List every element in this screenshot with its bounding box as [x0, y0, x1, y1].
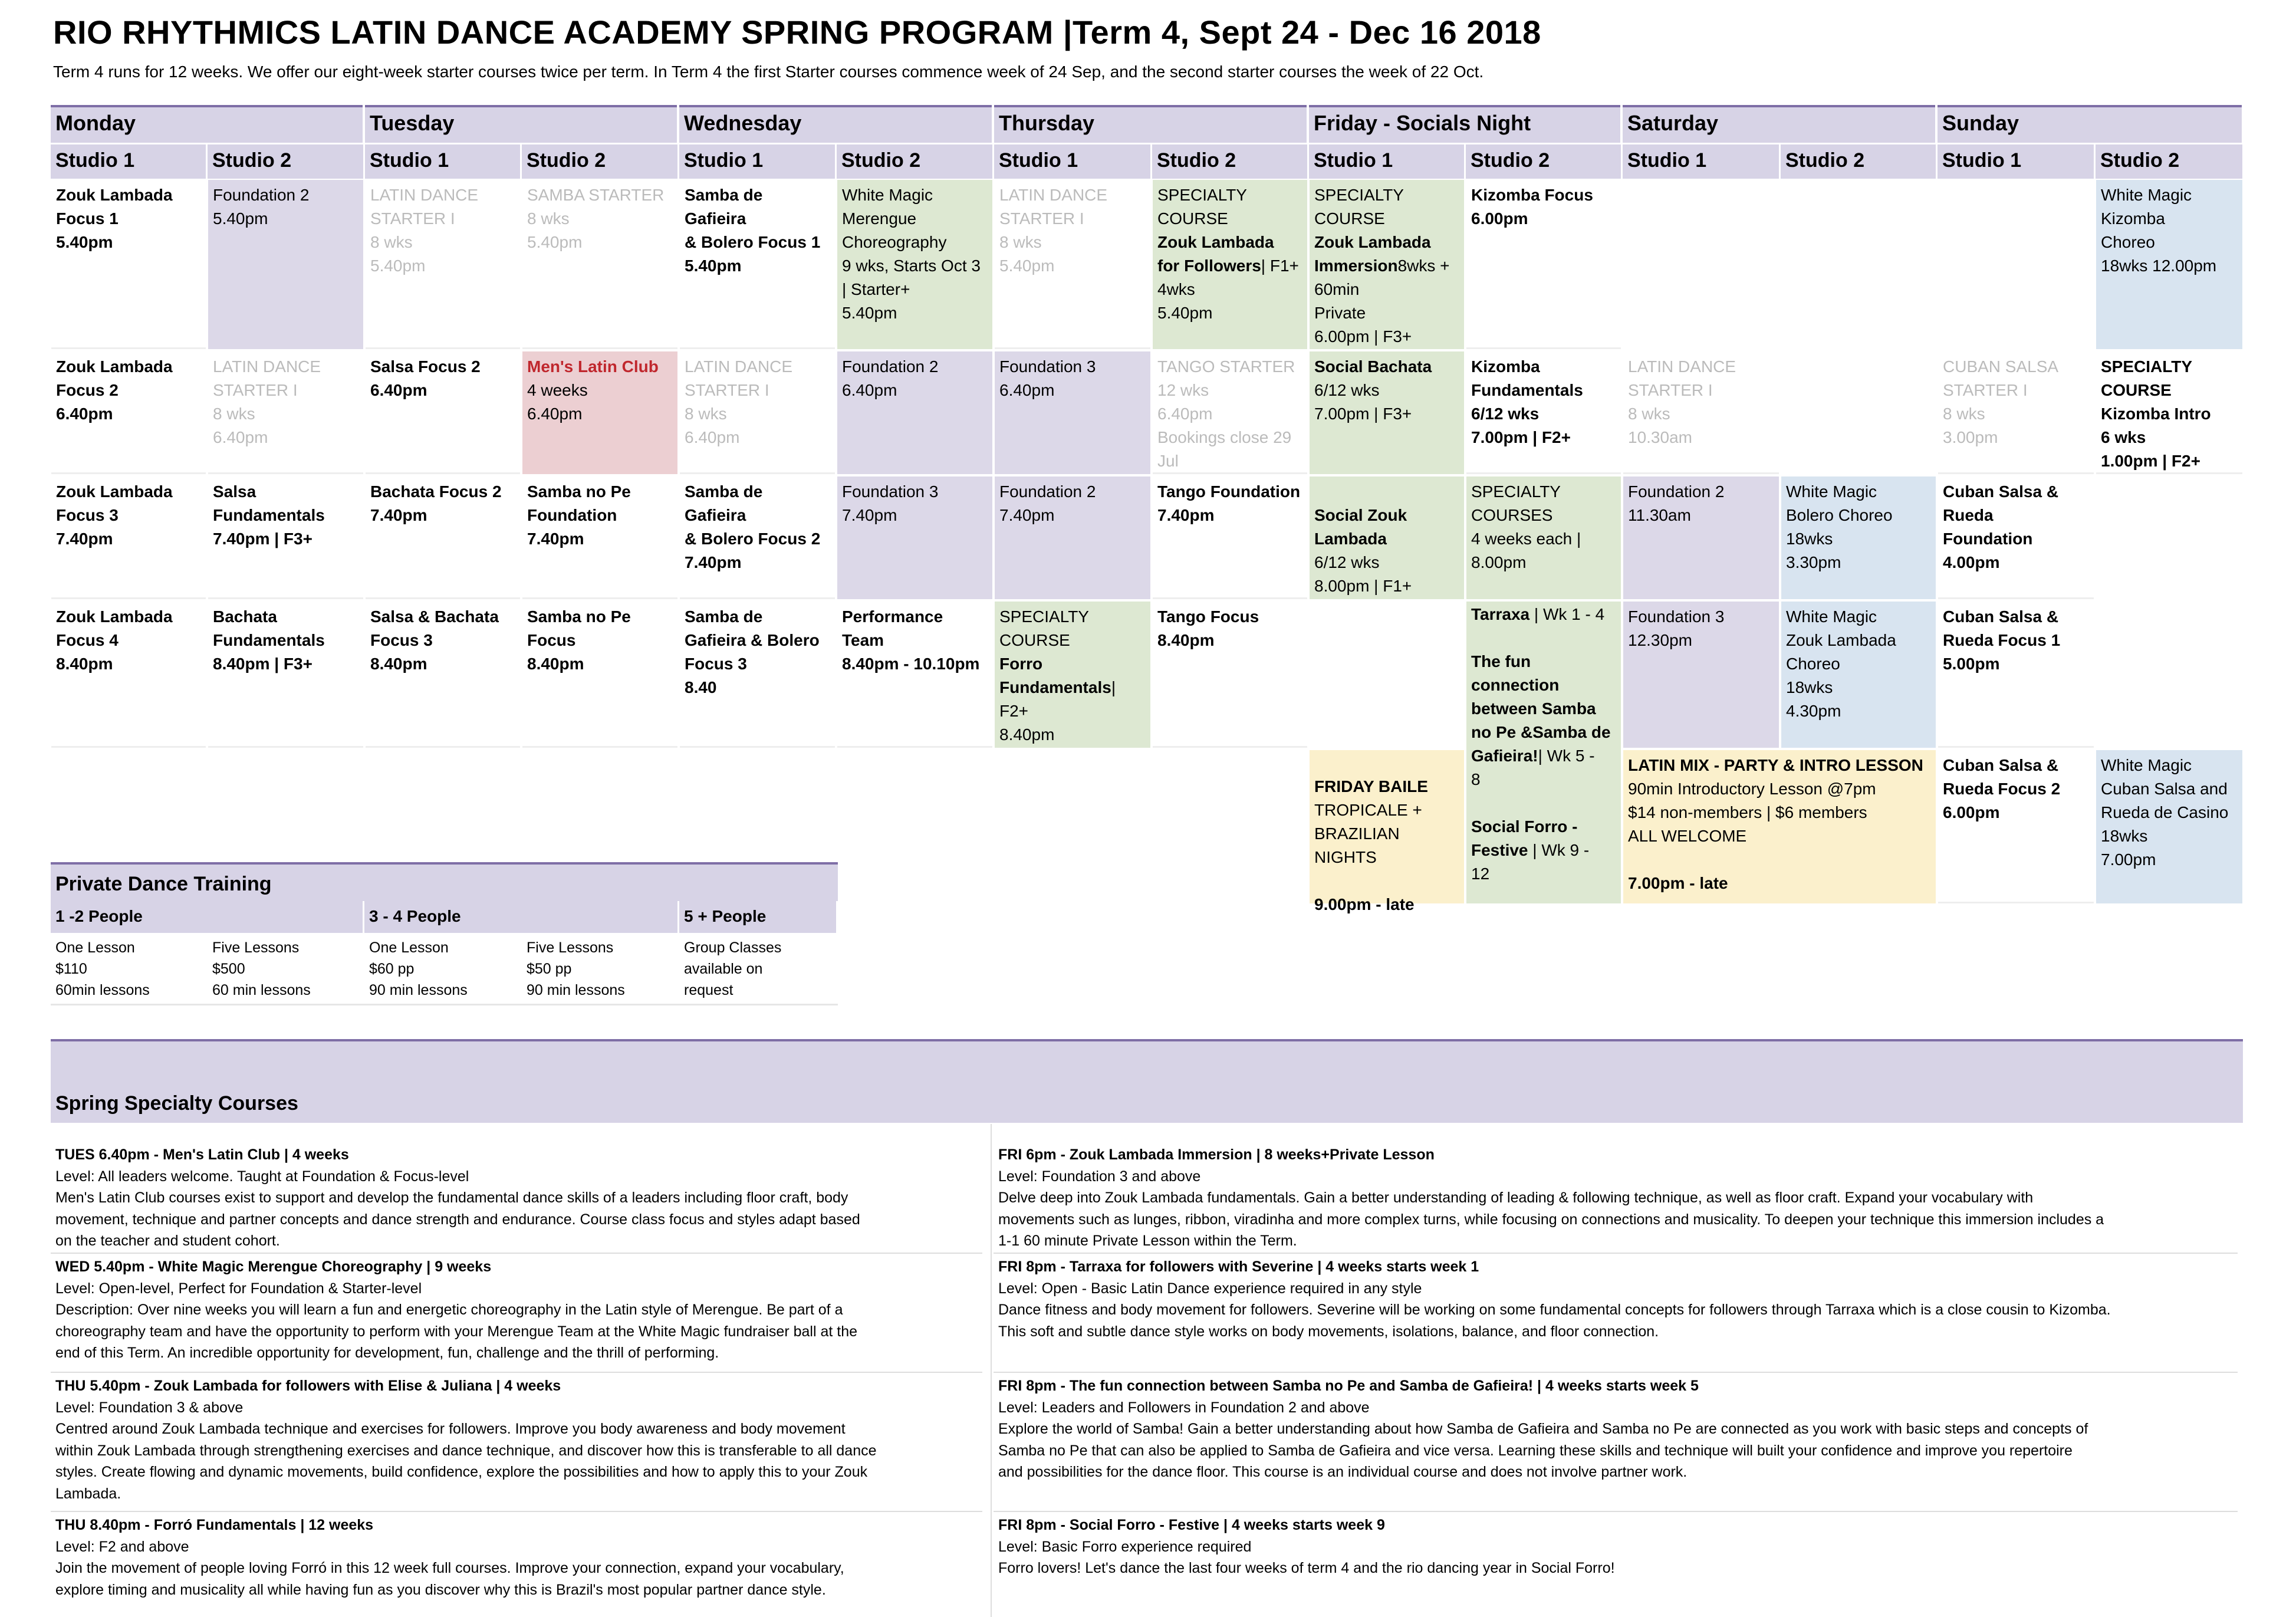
specialty-course-line: Samba no Pe that can also be applied to Samba de Gafieira and vice versa. Learning these skills and technique will built your confidence and improve you repertoire [998, 1442, 2073, 1459]
class-cell [522, 602, 677, 748]
class-name: Social Zouk Lambada [1314, 506, 1407, 548]
specialty-course [998, 1144, 2242, 1252]
day-header: Friday - Socials Night [1309, 105, 1620, 143]
class-text: Cuban Salsa & Rueda Focus 1 5.00pm [1943, 607, 2061, 673]
private-cell: One Lesson $60 pp 90 min lessons [364, 935, 522, 1005]
class-name: FRIDAY BAILE [1314, 777, 1428, 796]
class-text: CUBAN SALSA STARTER I 8 wks 3.00pm [1943, 357, 2059, 446]
studio-header: Studio 1 [51, 144, 208, 179]
class-text: | Wk 1 - 4 [1529, 605, 1605, 623]
specialty-course-line: Level: Open - Basic Latin Dance experience required in any style [998, 1280, 1422, 1297]
class-label: SPECIALTY COURSE [1314, 186, 1404, 228]
divider [51, 1511, 982, 1512]
class-cell [995, 602, 1150, 748]
class-text: Bachata Focus 2 7.40pm [370, 482, 502, 524]
day-header: Saturday [1623, 105, 1935, 143]
class-cell [1781, 476, 1936, 599]
class-cell [366, 602, 520, 748]
class-text: White Magic Bolero Choreo 18wks 3.30pm [1786, 482, 1893, 571]
specialty-title: Spring Specialty Courses [55, 1092, 298, 1115]
class-cell [366, 351, 520, 474]
class-cell [1938, 750, 2094, 903]
class-text: Samba de Gafieira & Bolero Focus 3 8.40 [685, 607, 820, 696]
specialty-course-line: and possibilities for the dance floor. This course is an individual course and does not involve partner work. [998, 1464, 1688, 1480]
class-text: Tarraxa [1471, 605, 1530, 623]
class-text: Samba no Pe Foundation 7.40pm [527, 482, 631, 548]
specialty-course-line: Level: Open-level, Perfect for Foundation & Starter-level [55, 1280, 422, 1297]
divider [994, 1372, 2238, 1373]
class-cell [680, 602, 835, 748]
specialty-course-line: This soft and subtle dance style works on body movements, isolations, balance, and floor connection. [998, 1323, 1659, 1340]
specialty-course-line: on the teacher and student cohort. [55, 1233, 280, 1249]
class-cell [837, 351, 992, 474]
specialty-course [55, 1375, 993, 1504]
class-text: Salsa Fundamentals 7.40pm | F3+ [213, 482, 325, 548]
class-text: | Wk 9 - 12 [1471, 841, 1590, 883]
studio-header: Studio 1 [1623, 144, 1781, 179]
specialty-course [55, 1144, 993, 1252]
divider [991, 1124, 992, 1617]
class-text: White Magic Kizomba Choreo 18wks 12.00pm [2101, 186, 2217, 275]
class-cell [522, 180, 677, 349]
class-cell [680, 180, 835, 349]
class-text: Performance Team 8.40pm - 10.10pm [842, 607, 980, 673]
class-text: Tango Foundation 7.40pm [1157, 482, 1301, 524]
specialty-course-line: end of this Term. An incredible opportunity for development, fun, challenge and the thrill of performing. [55, 1345, 719, 1361]
day-header: Tuesday [365, 105, 677, 143]
class-text: Salsa & Bachata Focus 3 8.40pm [370, 607, 499, 673]
class-cell [51, 602, 206, 748]
studio-header: Studio 2 [1152, 144, 1309, 179]
specialty-course-title: TUES 6.40pm - Men's Latin Club | 4 weeks [55, 1146, 349, 1163]
class-label: SPECIALTY COURSE [999, 607, 1089, 649]
class-text: Foundation 2 6.40pm [842, 357, 939, 399]
class-text: Cuban Salsa & Rueda Focus 2 6.00pm [1943, 756, 2061, 821]
class-cell [1938, 476, 2094, 599]
class-text: Salsa Focus 2 6.40pm [370, 357, 481, 399]
class-cell [1153, 476, 1307, 599]
private-group-2: 3 - 4 People [364, 901, 679, 933]
class-text: Social Forro - Festive [1471, 817, 1578, 859]
class-name: Zouk Lambada Immersion [1314, 233, 1431, 275]
class-cell [1310, 476, 1464, 599]
class-text: LATIN DANCE STARTER I 8 wks 6.40pm [213, 357, 321, 446]
private-group-1: 1 -2 People [51, 901, 364, 933]
class-cell [1623, 476, 1779, 599]
class-name: Social Bachata [1314, 357, 1432, 376]
specialty-course-line: 1-1 60 minute Private Lesson within the Term. [998, 1233, 1297, 1249]
class-name: Forro Fundamentals [999, 655, 1111, 696]
studio-header: Studio 1 [679, 144, 837, 179]
class-text: SPECIALTY COURSES 4 weeks each | 8.00pm [1471, 482, 1581, 571]
specialty-course [55, 1256, 993, 1364]
class-name: Zouk Lambada for Followers [1157, 233, 1274, 275]
specialty-course-line: Level: Foundation 3 & above [55, 1399, 244, 1416]
class-cell [1623, 351, 1779, 474]
class-detail: | F1+ 4wks 5.40pm [1157, 257, 1299, 322]
class-cell [1466, 351, 1621, 474]
class-cell [1310, 750, 1464, 913]
class-name: LATIN MIX - PARTY & INTRO LESSON [1628, 756, 1923, 774]
class-cell [1938, 602, 2094, 748]
specialty-course-title: THU 5.40pm - Zouk Lambada for followers with Elise & Juliana | 4 weeks [55, 1378, 561, 1394]
specialty-course-line: Delve deep into Zouk Lambada fundamentals. Gain a better understanding of leading & following technique, as well as floor craft. Expand your vocabulary with [998, 1189, 2034, 1206]
studio-header: Studio 2 [1466, 144, 1623, 179]
day-header: Thursday [994, 105, 1307, 143]
day-header: Monday [51, 105, 363, 143]
divider [51, 1253, 982, 1254]
class-time: 9.00pm - late [1314, 895, 1415, 913]
class-cell [1153, 351, 1307, 474]
specialty-course-title: THU 8.40pm - Forró Fundamentals | 12 weeks [55, 1517, 374, 1533]
class-text: Foundation 2 11.30am [1628, 482, 1725, 524]
class-cell [208, 602, 363, 748]
class-cell [51, 351, 206, 474]
class-text: White Magic Merengue Choreography 9 wks, Starts Oct 3 | Starter+ 5.40pm [842, 186, 981, 322]
class-cell [995, 180, 1150, 349]
class-text: Tango Focus 8.40pm [1157, 607, 1259, 649]
class-text: | Wk 5 - 8 [1471, 747, 1595, 788]
specialty-course-title: FRI 8pm - The fun connection between Samba no Pe and Samba de Gafieira! | 4 weeks starts week 5 [998, 1378, 1699, 1394]
class-text: Zouk Lambada Focus 2 6.40pm [56, 357, 173, 423]
class-cell [837, 180, 992, 349]
studio-header: Studio 1 [365, 144, 522, 179]
class-detail: 6/12 wks 8.00pm | F1+ [1314, 553, 1412, 595]
studio-header: Studio 1 [994, 144, 1152, 179]
class-time: 7.00pm - late [1628, 874, 1728, 892]
studio-header: Studio 2 [837, 144, 994, 179]
studio-header: Studio 2 [522, 144, 679, 179]
specialty-course [998, 1514, 2242, 1579]
class-cell [837, 602, 992, 748]
class-text: Zouk Lambada Focus 1 5.40pm [56, 186, 173, 251]
private-cell: Five Lessons $50 pp 90 min lessons [522, 935, 679, 1005]
class-cell [1781, 602, 1936, 748]
divider [994, 1511, 2238, 1512]
specialty-course [998, 1375, 2242, 1483]
specialty-course-title: FRI 8pm - Tarraxa for followers with Severine | 4 weeks starts week 1 [998, 1258, 1479, 1275]
specialty-course-line: Level: Foundation 3 and above [998, 1168, 1201, 1185]
specialty-course-line: Description: Over nine weeks you will learn a fun and energetic choreography in the Latin style of Merengue. Be part of a [55, 1302, 843, 1318]
day-header: Sunday [1938, 105, 2242, 143]
specialty-course-line: choreography team and have the opportunity to perform with your Merengue Team at the White Magic fundraiser ball at the [55, 1323, 858, 1340]
class-cell [1938, 351, 2094, 474]
specialty-course-line: Level: Basic Forro experience required [998, 1538, 1252, 1555]
class-text: SAMBA STARTER 8 wks 5.40pm [527, 186, 665, 251]
specialty-course-line: Dance fitness and body movement for followers. Severine will be working on some fundamental concepts for followers through Tarraxa which is a close cousin to Kizomba. [998, 1302, 2111, 1318]
class-cell [2096, 180, 2242, 349]
class-cell [995, 351, 1150, 474]
specialty-course-line: explore timing and musicality all while having fun as you discover why this is Brazil's most popular partner dance style. [55, 1581, 826, 1598]
specialty-course-line: Forro lovers! Let's dance the last four weeks of term 4 and the rio dancing year in Social Forro! [998, 1560, 1615, 1576]
specialty-course-title: WED 5.40pm - White Magic Merengue Choreography | 9 weeks [55, 1258, 492, 1275]
specialty-course-line: within Zouk Lambada through strengthening exercises and dance technique, and discover how this is transferable to all dance [55, 1442, 877, 1459]
class-detail: 90min Introductory Lesson @7pm $14 non-members | $6 members ALL WELCOME [1628, 780, 1876, 845]
class-cell [522, 476, 677, 599]
class-cell [1310, 351, 1464, 474]
private-cell: One Lesson $110 60min lessons [51, 935, 208, 1005]
specialty-course [55, 1514, 993, 1600]
studio-header: Studio 2 [208, 144, 365, 179]
class-text: Bachata Fundamentals 8.40pm | F3+ [213, 607, 325, 673]
page-subtitle: Term 4 runs for 12 weeks. We offer our eight-week starter courses twice per term. In Term 4 the first Starter courses commence week of 24 Sep, and the second starter courses the week of 22 Oct. [53, 63, 1484, 81]
class-cell [1466, 180, 1621, 349]
class-text: Foundation 2 7.40pm [999, 482, 1096, 524]
specialty-course-line: Level: Leaders and Followers in Foundation 2 and above [998, 1399, 1370, 1416]
class-text: Foundation 2 5.40pm [213, 186, 310, 228]
class-cell [995, 476, 1150, 599]
specialty-band [51, 1039, 2243, 1123]
class-text: Kizomba Focus 6.00pm [1471, 186, 1593, 228]
class-text: LATIN DANCE STARTER I 8 wks 5.40pm [370, 186, 479, 275]
specialty-course [998, 1256, 2242, 1342]
specialty-course-line: Level: All leaders welcome. Taught at Foundation & Focus-level [55, 1168, 469, 1185]
class-name: Men's Latin Club [527, 357, 659, 376]
class-text: LATIN DANCE STARTER I 8 wks 10.30am [1628, 357, 1736, 446]
specialty-course-line: Explore the world of Samba! Gain a better understanding about how Samba de Gafieira and Samba no Pe are connected as you work with basic steps and concepts of [998, 1421, 2088, 1437]
class-cell [2096, 351, 2242, 474]
class-text: Foundation 3 7.40pm [842, 482, 939, 524]
specialty-course-line: movements such as lunges, ribbon, viradinha and more complex turns, while focusing on connections and musicality. To deepen your technique this immersion includes a [998, 1211, 2104, 1228]
class-cell [1623, 750, 1936, 903]
class-text: White Magic Zouk Lambada Choreo 18wks 4.30pm [1786, 607, 1896, 720]
class-cell [366, 180, 520, 349]
class-text: Samba de Gafieira & Bolero Focus 1 5.40pm [685, 186, 821, 275]
studio-header: Studio 2 [1781, 144, 1938, 179]
class-cell [680, 351, 835, 474]
class-text: Kizomba Fundamentals 6/12 wks 7.00pm | F2+ [1471, 357, 1583, 446]
specialty-course-title: FRI 8pm - Social Forro - Festive | 4 weeks starts week 9 [998, 1517, 1385, 1533]
class-text: White Magic Cuban Salsa and Rueda de Casino 18wks 7.00pm [2101, 756, 2229, 869]
class-detail: 6/12 wks 7.00pm | F3+ [1314, 381, 1412, 423]
class-cell [1153, 180, 1307, 349]
class-cell [51, 180, 206, 349]
class-cell [680, 476, 835, 599]
class-cell [837, 476, 992, 599]
class-cell [1310, 180, 1464, 349]
studio-header: Studio 2 [2096, 144, 2244, 179]
class-cell [208, 351, 363, 474]
class-detail: TROPICALE + BRAZILIAN NIGHTS [1314, 801, 1422, 866]
private-group-3: 5 + People [679, 901, 838, 933]
private-cell: Group Classes available on request [679, 935, 838, 1005]
class-cell [208, 180, 363, 349]
class-label: SPECIALTY COURSE [1157, 186, 1247, 228]
class-text: The fun connection between Samba no Pe &Samba de Gafieira! [1471, 652, 1611, 765]
class-text: SPECIALTY COURSE Kizomba Intro 6 wks 1.00pm | F2+ [2101, 357, 2211, 470]
specialty-course-line: Centred around Zouk Lambada technique and exercises for followers. Improve you body awareness and body movement [55, 1421, 846, 1437]
class-cell [1153, 602, 1307, 748]
class-cell [1466, 602, 1621, 903]
class-text: Foundation 3 6.40pm [999, 357, 1096, 399]
class-cell [1623, 602, 1779, 748]
class-cell [522, 351, 677, 474]
day-header: Wednesday [679, 105, 992, 143]
specialty-course-line: movement, technique and partner concepts and dance strength and endurance. Course class focus and styles adapt based [55, 1211, 860, 1228]
class-detail: 8wks + 60min Private 6.00pm | F3+ [1314, 257, 1450, 346]
specialty-course-title: FRI 6pm - Zouk Lambada Immersion | 8 weeks+Private Lesson [998, 1146, 1435, 1163]
class-text: Samba de Gafieira & Bolero Focus 2 7.40pm [685, 482, 821, 571]
class-text: Cuban Salsa & Rueda Foundation 4.00pm [1943, 482, 2059, 571]
class-text: Foundation 3 12.30pm [1628, 607, 1725, 649]
private-training-title: Private Dance Training [51, 862, 838, 901]
class-text: Zouk Lambada Focus 4 8.40pm [56, 607, 173, 673]
private-cell: Five Lessons $500 60 min lessons [208, 935, 364, 1005]
divider [994, 1253, 2238, 1254]
class-text: TANGO STARTER 12 wks 6.40pm Bookings close 29 Jul [1157, 357, 1295, 470]
page-title: RIO RHYTHMICS LATIN DANCE ACADEMY SPRING PROGRAM |Term 4, Sept 24 - Dec 16 2018 [53, 14, 1541, 51]
studio-header: Studio 1 [1309, 144, 1466, 179]
class-cell [51, 476, 206, 599]
class-text: LATIN DANCE STARTER I 8 wks 6.40pm [685, 357, 793, 446]
class-text: LATIN DANCE STARTER I 8 wks 5.40pm [999, 186, 1108, 275]
specialty-course-line: styles. Create flowing and dynamic movements, build confidence, explore the possibilities and how to apply this to your Zouk [55, 1464, 868, 1480]
divider [51, 1372, 982, 1373]
class-cell [1466, 476, 1621, 599]
class-detail: 4 weeks 6.40pm [527, 381, 588, 423]
class-text: Samba no Pe Focus 8.40pm [527, 607, 631, 673]
class-cell [2096, 750, 2242, 903]
studio-header: Studio 1 [1938, 144, 2096, 179]
specialty-course-line: Level: F2 and above [55, 1538, 189, 1555]
class-text: Zouk Lambada Focus 3 7.40pm [56, 482, 173, 548]
specialty-course-line: Join the movement of people loving Forró in this 12 week full courses. Improve your connection, expand your vocabulary, [55, 1560, 844, 1576]
class-cell [366, 476, 520, 599]
specialty-course-line: Men's Latin Club courses exist to support and develop the fundamental dance skills of a leaders including floor craft, body [55, 1189, 848, 1206]
class-detail: | F2+ 8.40pm [999, 678, 1116, 744]
class-cell [208, 476, 363, 599]
specialty-course-line: Lambada. [55, 1485, 121, 1502]
